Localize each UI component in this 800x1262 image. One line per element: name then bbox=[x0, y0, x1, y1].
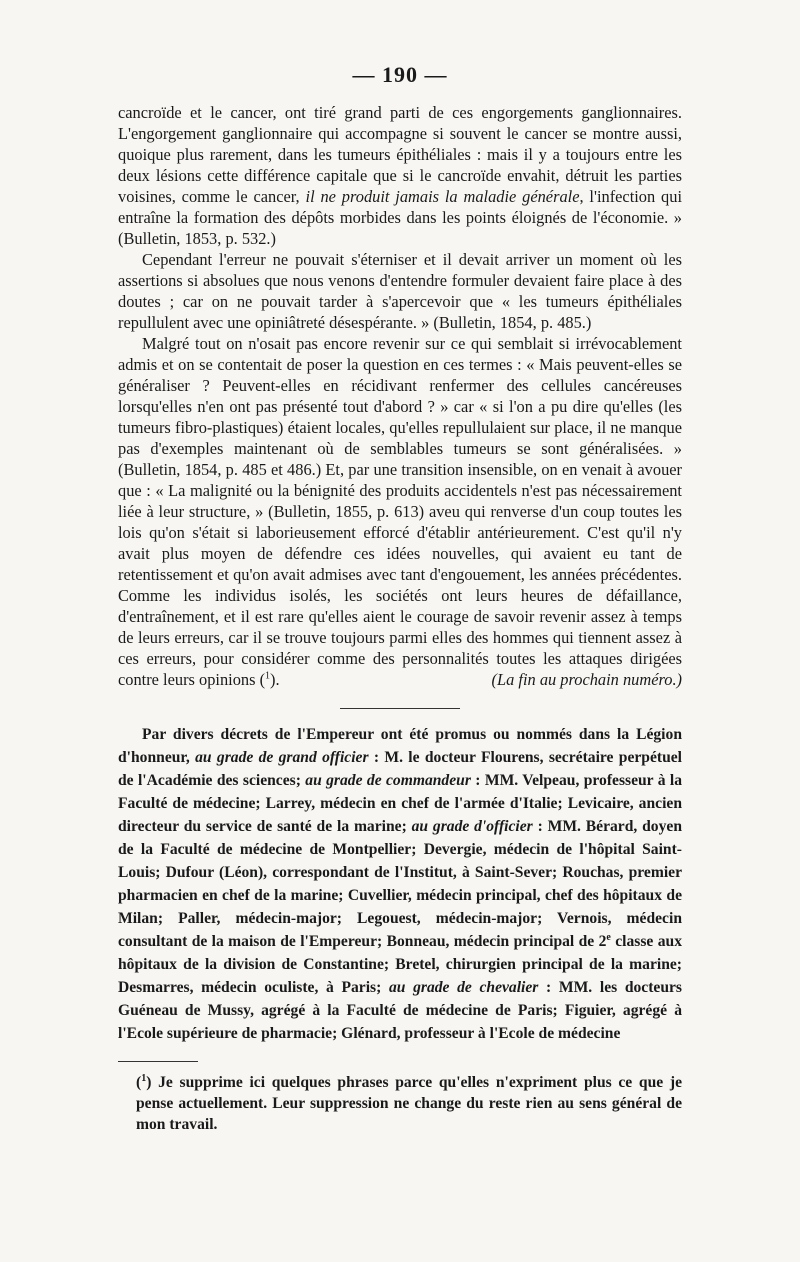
honors-text-3: : MM. Velpeau, professeur à la Faculté de médecine; Larrey, médecin en chef de l'armée d'Italie; Levicaire, ancien directeur du service de santé de la marine; bbox=[118, 772, 682, 835]
honors-paragraph bbox=[118, 723, 682, 1045]
paragraph-3-text-b: ). bbox=[270, 670, 280, 689]
grade-chevalier: au grade de chevalier bbox=[388, 979, 539, 996]
paragraph-1 bbox=[118, 102, 682, 249]
paragraph-1-text-b: , l'infection qui entraîne la formation des dépôts morbides dans les points éloignés de l'économie. » (Bulletin, 1853, p. 532.) bbox=[118, 187, 682, 248]
paragraph-1-text-a: cancroïde et le cancer, ont tiré grand parti de ces engorgements ganglionnaires. L'engorgement ganglionnaire qui accompagne si souvent le cancer se montre aussi, quoique plus rarement, dans les tumeurs épithéliales : mais il y a toujours entre les deux lésions cette différence capitale que si le cancroïde envahit, détruit les parties voisines, comme le cancer, bbox=[118, 103, 682, 206]
footnote-text: Je supprime ici quelques phrases parce qu'elles n'expriment plus ce que je pense actuellement. Leur suppression ne change du reste rien au sens général de mon travail. bbox=[136, 1074, 683, 1133]
paragraph-2: Cependant l'erreur ne pouvait s'éterniser et il devait arriver un moment où les assertions si absolues que nous venons d'entendre formuler devaient faire place à des doutes ; car on ne pouvait tarder à s'apercevoir que « les tumeurs épithéliales repullulent avec une opiniâtreté désespérante. » (Bulletin, 1854, p. 485.) bbox=[118, 250, 682, 332]
footnote-paragraph: ($^1$) Je supprime ici quelques phrases parce qu'elles n'expriment plus ce que je pense actuellement. Leur suppression ne change du reste rien au sens général de mon travail. bbox=[136, 1072, 683, 1133]
page-number: — 190 — bbox=[352, 62, 448, 87]
footnote bbox=[118, 1072, 682, 1135]
paragraph-1-emphasis: il ne produit jamais la maladie générale bbox=[305, 187, 580, 206]
ordinal-suffix: e bbox=[606, 931, 611, 943]
footnote-separator bbox=[118, 1061, 198, 1062]
paragraph-3-text-a: Malgré tout on n'osait pas encore revenir sur ce qui semblait si irrévocablement admis et on se contentait de poser la question en ces termes : « Mais peuvent-elles se généraliser ? Peuvent-elles en récidivant renfermer des cellules cancéreuses lorsqu'elles n'en ont pas présenté tout d'abord ? » car « si l'on a pu dire qu'elles (les tumeurs fibro-plastiques) étaient locales, qu'elles repullulaient sur place, il ne manque pas d'exemples maintenant où de semblables tumeurs se sont généralisées. » (Bulletin, 1854, p. 485 et 486.) Et, par une transition insensible, on en venait à avouer que : « La malignité ou la bénignité des produits accidentels n'est pas nécessairement liée à leur structure, » (Bulletin, 1855, p. 613) aveu qui renverse d'un coup toutes les lois qu'on s'était si laborieusement efforcé d'établir antérieurement. C'est qu'il n'y avait plus moyen de défendre ces idées nouvelles, qui avaient eu tant de retentissement et qu'on avait admises avec tant d'engouement, les années précédentes. Comme les individus isolés, les sociétés ont leurs heures de défaillance, d'entraînement, et il est rare qu'elles aient le courage de savoir revenir assez à temps de leurs erreurs, car il se trouve toujours parmi elles des hommes qui tiennent assez à ces erreurs, pour considérer comme des personnalités toutes les attaques dirigées contre leurs opinions ( bbox=[118, 334, 682, 689]
grade-officier: au grade d'officier bbox=[411, 818, 533, 835]
honors-text-2: : M. le docteur Flourens, secrétaire perpétuel de l'Académie des sciences; bbox=[118, 749, 682, 789]
honors-text-5: classe aux hôpitaux de la division de Constantine; Bretel, chirurgien principal de la marine; Desmarres, médecin oculiste, à Paris; bbox=[118, 933, 682, 996]
honors-text-1: Par divers décrets de l'Empereur ont été promus ou nommés dans la Légion d'honneur, bbox=[118, 726, 682, 766]
continued-note: (La fin au prochain numéro.) bbox=[491, 670, 682, 689]
paragraph-3 bbox=[118, 333, 682, 690]
honors-text-4: : MM. Bérard, doyen de la Faculté de médecine de Montpellier; Devergie, médecin de l'hôpital Saint-Louis; Dufour (Léon), correspondant de l'Institut, à Saint-Sever; Rouchas, premier pharmacien en chef de la marine; Cuvellier, médecin principal, chef des hôpitaux de Milan; Paller, médecin-major; Legouest, médecin-major; Vernois, médecin consultant de la maison de l'Empereur; Bonneau, médecin principal de 2 bbox=[118, 818, 682, 950]
section-separator bbox=[340, 708, 460, 709]
grade-commandeur: au grade de commandeur bbox=[305, 772, 471, 789]
honors-text-6: : MM. les docteurs Guéneau de Mussy, agrégé à la Faculté de médecine de Paris; Figuier, agrégé à l'Ecole supérieure de pharmacie; Glénard, professeur à l'Ecole de médecine bbox=[118, 979, 682, 1042]
footnote-marker: 1 bbox=[141, 1072, 147, 1084]
grade-grand-officier: au grade de grand officier bbox=[195, 749, 369, 766]
footnote-reference: 1 bbox=[265, 670, 271, 682]
honors-announcement bbox=[118, 723, 682, 1045]
article-body bbox=[118, 102, 682, 690]
